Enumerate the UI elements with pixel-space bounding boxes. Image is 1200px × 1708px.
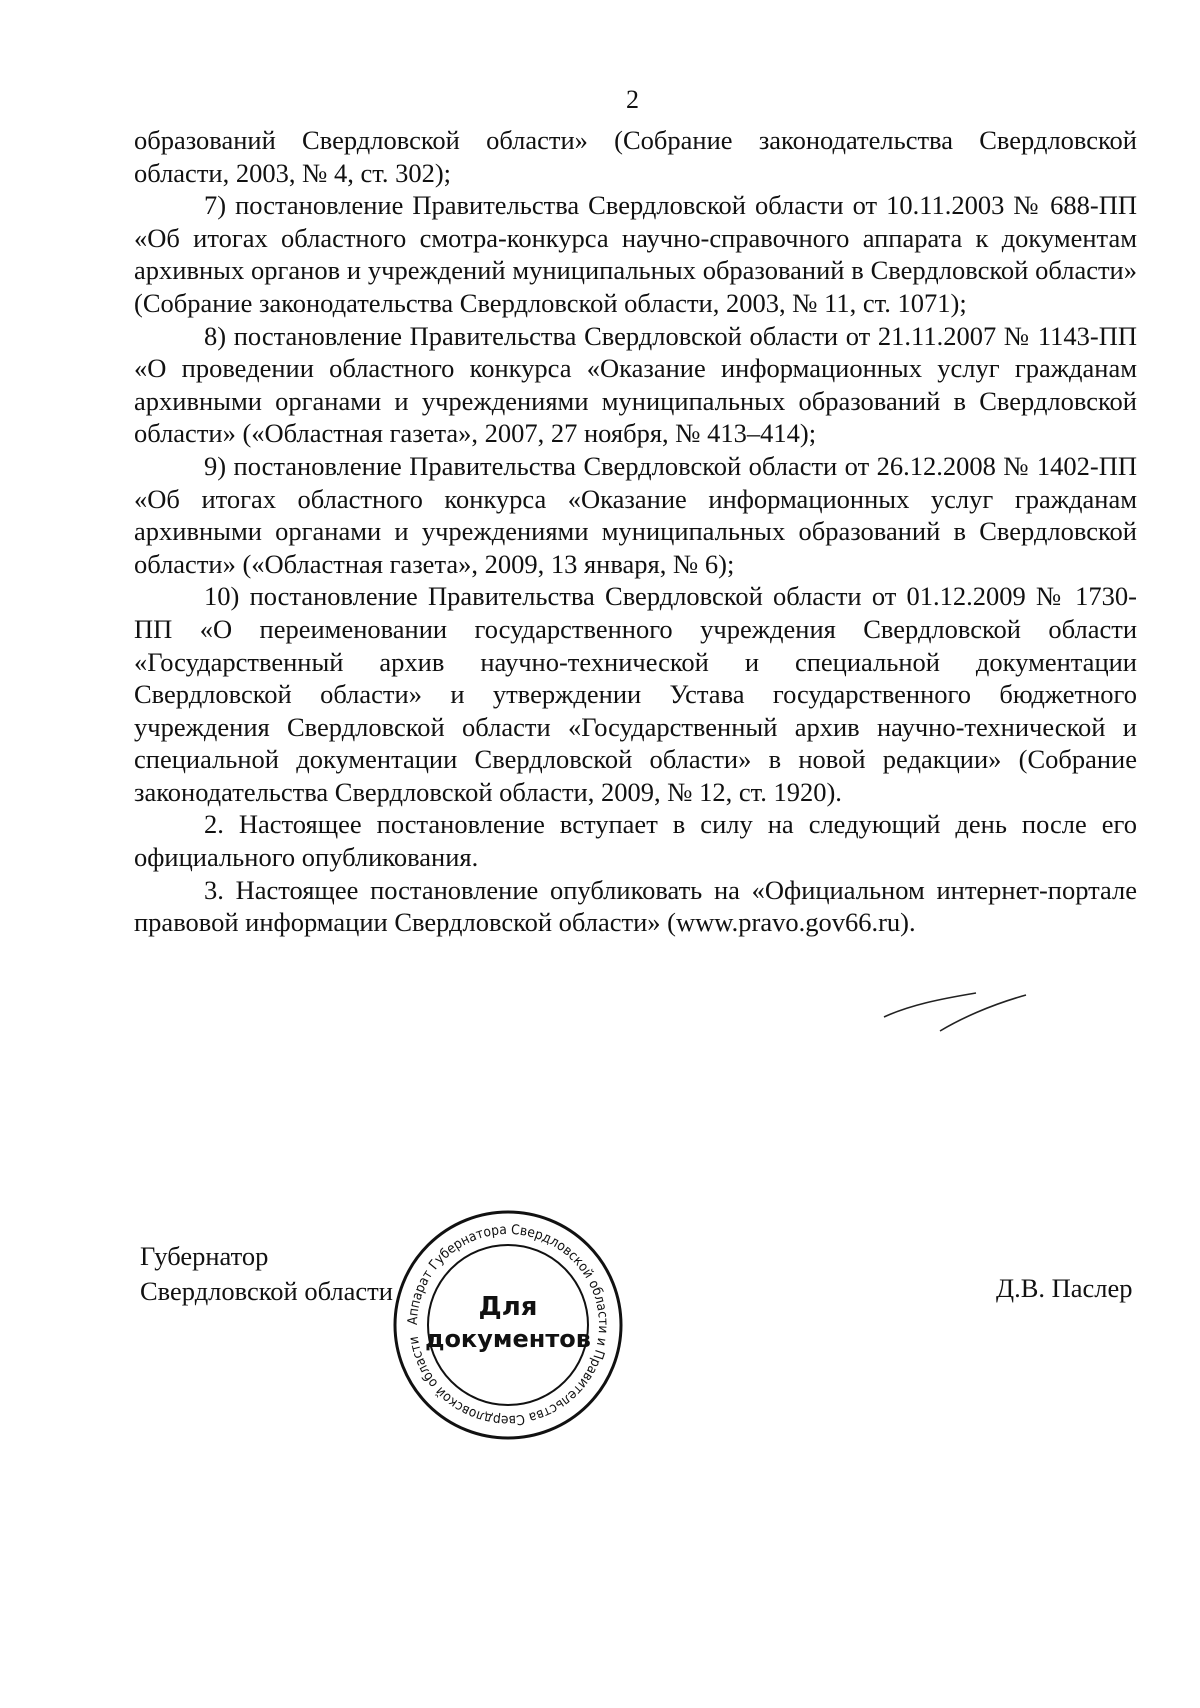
paragraph-item-8: 8) постановление Правительства Свердловской области от 21.11.2007 № 1143-ПП «О проведении областного конкурса «Оказание информационных услуг гражданам архивными органами и учреждениями муниципальных образований в Свердловской области» («Областная газета», 2007, 27 ноября, № 413–414); [134,320,1137,449]
paragraph-1: образований Свердловской области» (Собрание законодательства Свердловской области, 2003, № 4, ст. 302); [134,125,1137,188]
stamp-center-line2: документов [425,1325,591,1353]
official-stamp [392,1209,624,1441]
document-body [134,124,1137,939]
paragraph-item-10: 10) постановление Правительства Свердловской области от 01.12.2009 № 1730-ПП «О переименовании государственного учреждения Свердловской области «Государственный архив научно-технической и специальной документации Свердловской области» и утверждении Устава государственного бюджетного учреждения Свердловской области «Государственный архив научно-технической и специальной документации Свердловской области» в новой редакции» (Собрание законодательства Свердловской области, 2009, № 12, ст. 1920). [134,581,1137,807]
stamp-center-line1: Для [478,1292,538,1322]
page-number: 2 [626,85,639,114]
signature-position [140,1239,393,1309]
signature-name: Д.В. Паслер [996,1273,1133,1303]
paragraph-item-7: 7) постановление Правительства Свердловской области от 10.11.2003 № 688-ПП «Об итогах областного смотра-конкурса научно-справочного аппарата к документам архивных органов и учреждений муниципальных образований в Свердловской области» (Собрание законодательства Свердловской области, 2003, № 11, ст. 1071); [134,190,1137,318]
signature-position-line2: Свердловской области [140,1276,393,1306]
stamp-outer-text: Аппарат Губернатора Свердловской области и Правительства Свердловской области [404,1221,612,1429]
handwritten-strike-mark [880,991,1030,1033]
signature-position-line1: Губернатор [140,1241,269,1271]
paragraph-clause-3: 3. Настоящее постановление опубликовать на «Официальном интернет-портале правовой информации Свердловской области» (www.pravo.gov66.ru). [134,874,1137,938]
paragraph-clause-2: 2. Настоящее постановление вступает в силу на следующий день после его официального опубликования. [134,809,1137,873]
paragraph-item-9: 9) постановление Правительства Свердловской области от 26.12.2008 № 1402-ПП «Об итогах областного конкурса «Оказание информационных услуг гражданам архивными органами и учреждениями муниципальных образований в Свердловской области» («Областная газета», 2009, 13 января, № 6); [134,450,1137,579]
